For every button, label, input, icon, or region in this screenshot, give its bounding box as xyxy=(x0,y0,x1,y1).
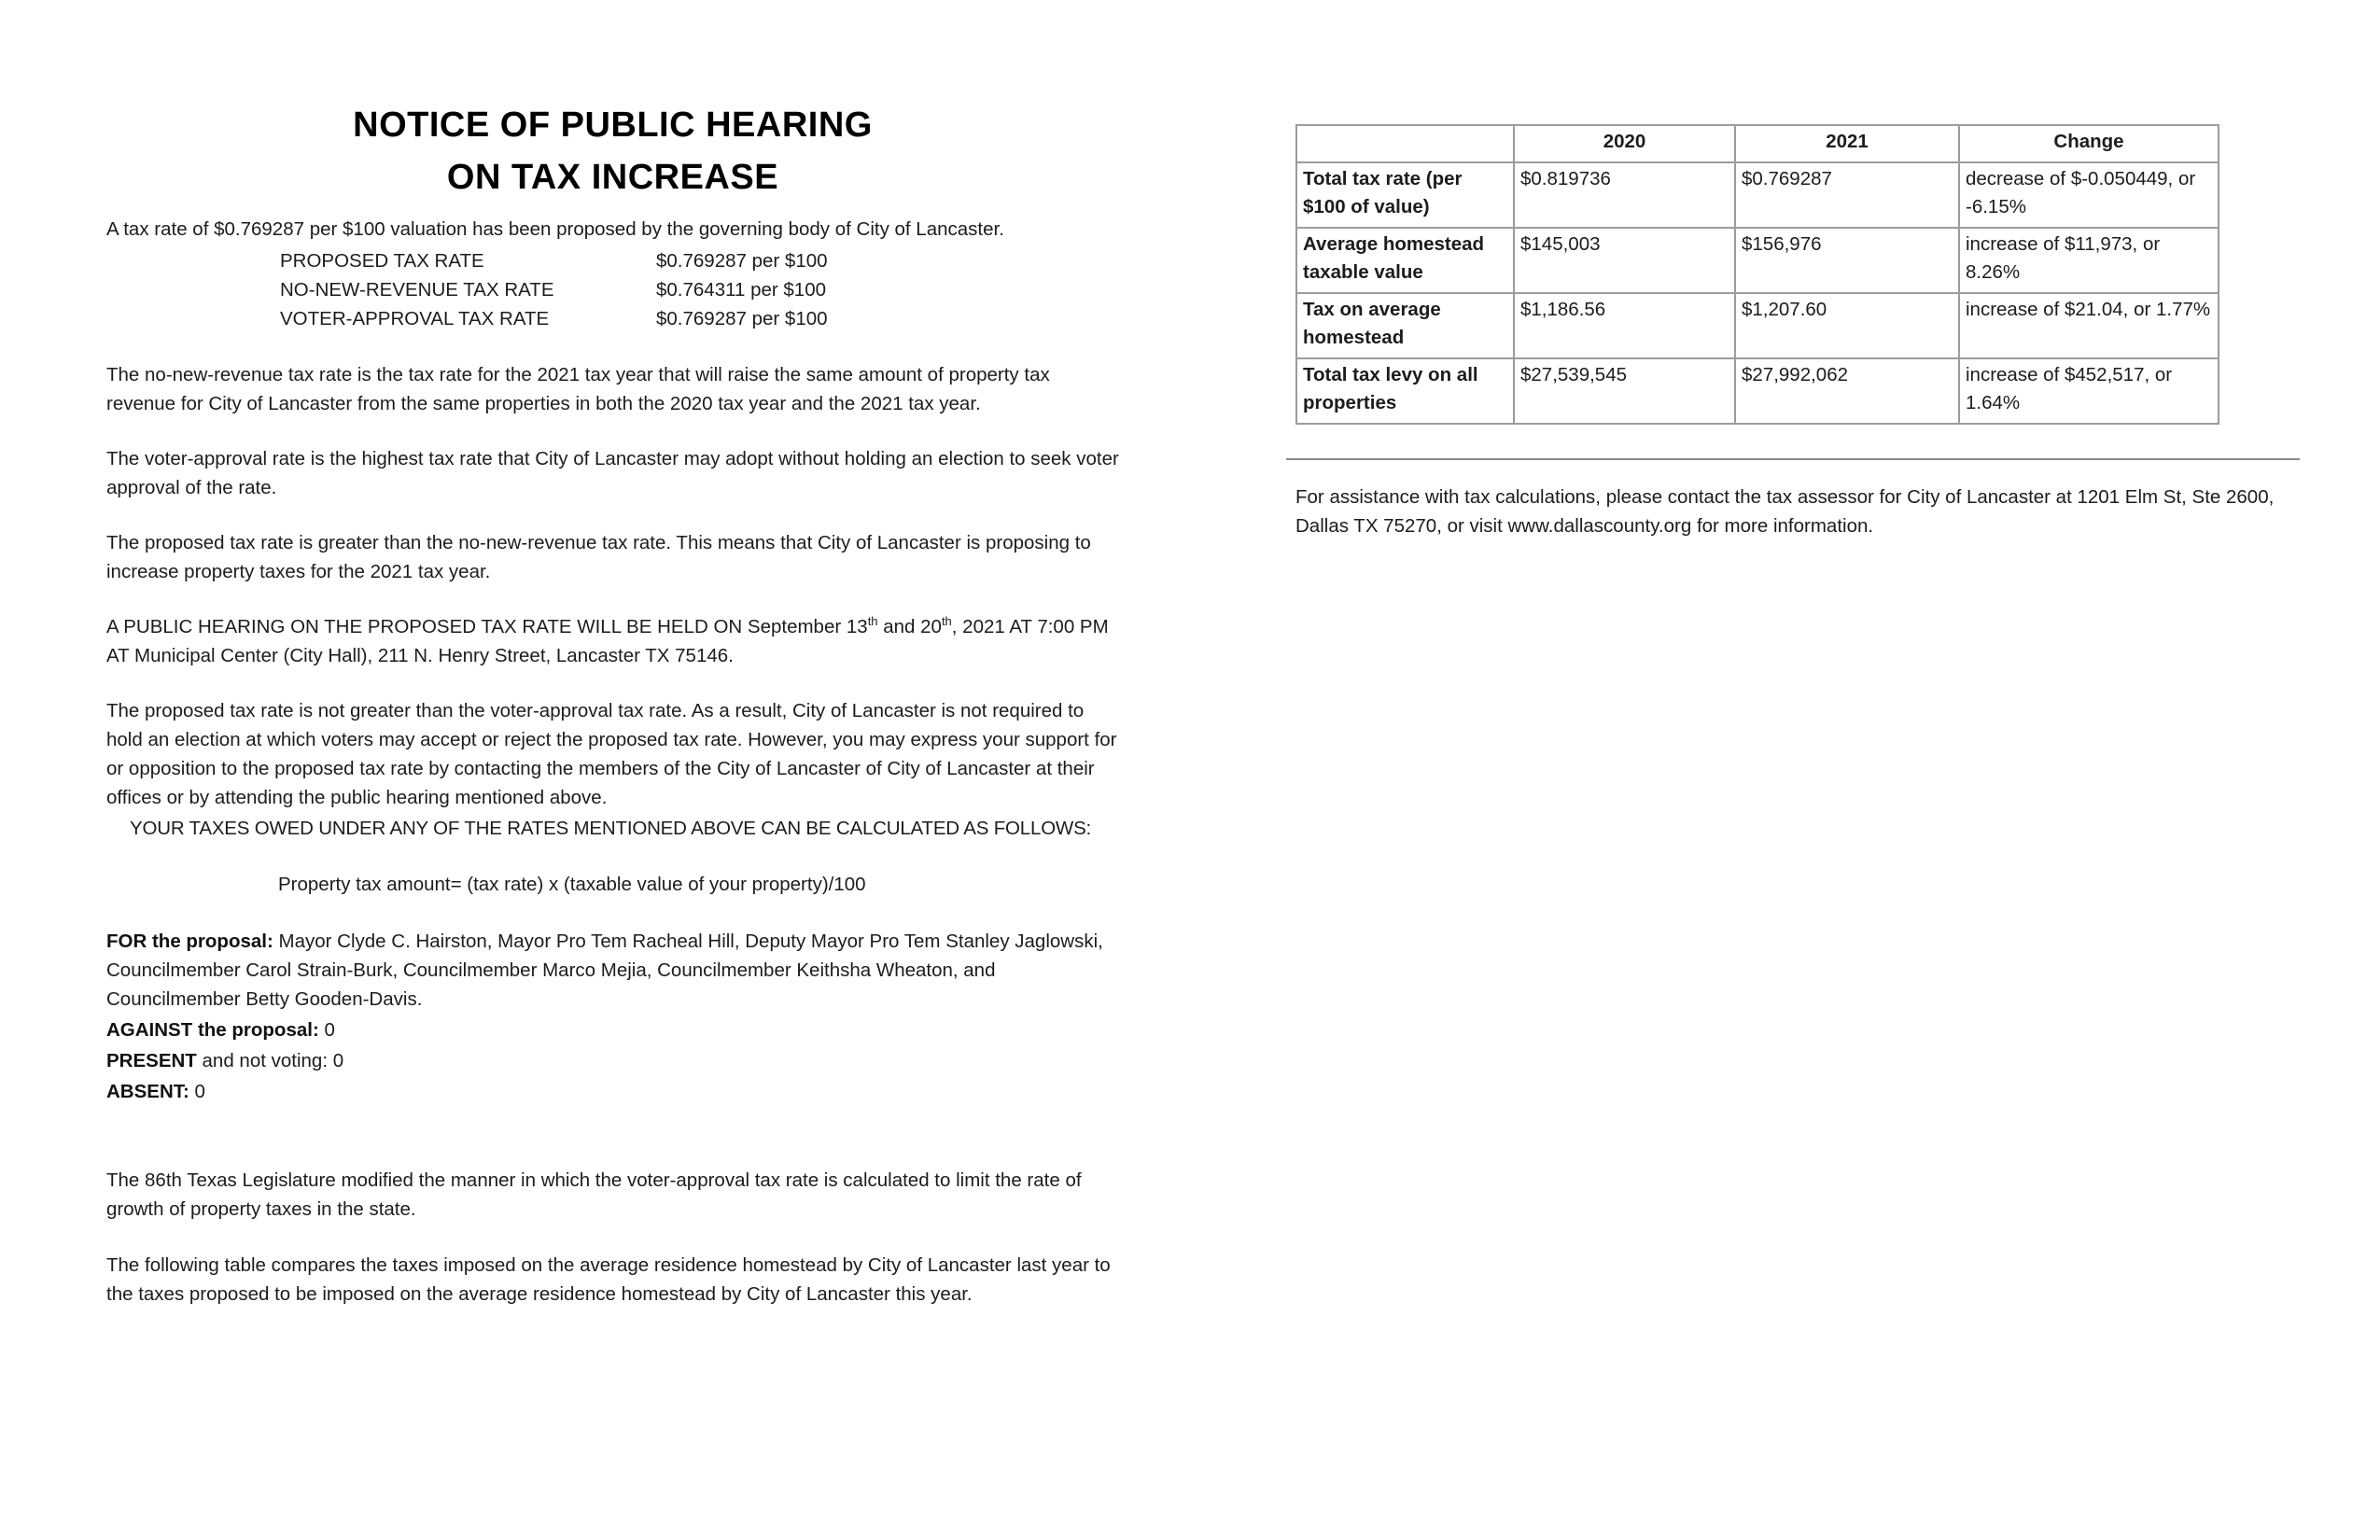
para-proposed-greater: The proposed tax rate is greater than the no-new-revenue tax rate. This means that City of Lancaster is proposing to increase property taxes for the 2021 tax year. xyxy=(106,532,1091,582)
tax-rate-row-proposed xyxy=(106,246,1119,275)
intro-paragraph: A tax rate of $0.769287 per $100 valuation has been proposed by the governing body of City of Lancaster. xyxy=(106,218,1004,240)
hearing-ordinal-1: th xyxy=(867,614,878,629)
votes-against-text: 0 xyxy=(318,1019,335,1041)
votes-absent-label: ABSENT: xyxy=(106,1081,189,1102)
comparison-panel xyxy=(1286,0,2300,540)
tax-comparison-table xyxy=(1295,124,2219,425)
votes-absent-text: 0 xyxy=(189,1081,205,1102)
value-2021-cell: $27,992,062 xyxy=(1735,358,1959,424)
change-cell: increase of $21.04, or 1.77% xyxy=(1959,293,2219,358)
notice-title-line-1: NOTICE OF PUBLIC HEARING xyxy=(353,105,873,145)
value-2021-cell: $0.769287 xyxy=(1735,162,1959,228)
table-header-blank xyxy=(1296,125,1514,162)
horizontal-divider xyxy=(1286,458,2300,460)
table-header-2020: 2020 xyxy=(1514,125,1735,162)
tax-rate-value: $0.764311 per $100 xyxy=(656,279,827,301)
notice-title xyxy=(106,99,1119,203)
votes-against-label: AGAINST the proposal: xyxy=(106,1019,319,1041)
table-header-row xyxy=(1296,125,2219,162)
votes-absent xyxy=(106,1077,1119,1106)
row-label-cell: Tax on average homestead xyxy=(1296,293,1514,358)
tax-rate-value: $0.769287 per $100 xyxy=(656,250,828,272)
para-following-table: The following table compares the taxes imposed on the average residence homestead by City of Lancaster last year to the taxes proposed to be imposed on the average residence homestead by City of Lancaster this year. xyxy=(106,1254,1111,1305)
tax-rate-label: VOTER-APPROVAL TAX RATE xyxy=(280,308,550,329)
votes-for-text: Mayor Clyde C. Hairston, Mayor Pro Tem Racheal Hill, Deputy Mayor Pro Tem Stanley Jaglowski, Councilmember Carol Strain-Burk, Councilmember Marco Mejia, Councilmember Keithsha Wheaton, and Councilmember Betty Gooden-Davis. xyxy=(106,931,1103,1010)
tax-rate-list xyxy=(106,246,1119,333)
votes-against xyxy=(106,1015,1119,1044)
value-2020-cell: $27,539,545 xyxy=(1514,358,1735,424)
tax-rate-label: PROPOSED TAX RATE xyxy=(280,250,484,272)
votes-present-text: and not voting: 0 xyxy=(196,1050,344,1071)
change-cell: decrease of $-0.050449, or -6.15% xyxy=(1959,162,2219,228)
table-row-average-homestead-value xyxy=(1296,228,2219,293)
value-2020-cell: $145,003 xyxy=(1514,228,1735,293)
hearing-ordinal-2: th xyxy=(941,614,952,629)
para-voter-approval: The voter-approval rate is the highest tax rate that City of Lancaster may adopt without holding an election to seek voter approval of the rate. xyxy=(106,448,1119,498)
para-legislature: The 86th Texas Legislature modified the manner in which the voter-approval tax rate is calculated to limit the rate of growth of property taxes in the state. xyxy=(106,1169,1082,1220)
table-header-change: Change xyxy=(1959,125,2219,162)
assistance-note: For assistance with tax calculations, please contact the tax assessor for City of Lancaster at 1201 Elm St, Ste 2600, Dallas TX 75270, or visit www.dallascounty.org for more information. xyxy=(1295,486,2275,537)
row-label-cell: Total tax levy on all properties xyxy=(1296,358,1514,424)
tax-rate-label: NO-NEW-REVENUE TAX RATE xyxy=(280,279,554,301)
table-header-2021: 2021 xyxy=(1735,125,1959,162)
your-taxes-line: YOUR TAXES OWED UNDER ANY OF THE RATES MENTIONED ABOVE CAN BE CALCULATED AS FOLLOWS: xyxy=(130,818,1092,839)
tax-rate-row-no-new-revenue xyxy=(106,275,1119,304)
tax-rate-row-voter-approval xyxy=(106,304,1119,333)
value-2020-cell: $0.819736 xyxy=(1514,162,1735,228)
notice-document xyxy=(106,0,1119,1309)
para-not-greater: The proposed tax rate is not greater than the voter-approval tax rate. As a result, City of Lancaster is not required to hold an election at which voters may accept or reject the proposed tax rate. However, you may express your support for or opposition to the proposed tax rate by contacting the members of the City of Lancaster of City of Lancaster at their offices or by attending the public hearing mentioned above. xyxy=(106,700,1117,808)
table-row-tax-on-average-homestead xyxy=(1296,293,2219,358)
votes-for-label: FOR the proposal: xyxy=(106,931,273,952)
table-row-total-tax-levy xyxy=(1296,358,2219,424)
row-label-cell: Average homestead taxable value xyxy=(1296,228,1514,293)
hearing-text-pre: A PUBLIC HEARING ON THE PROPOSED TAX RATE WILL BE HELD ON September 13 xyxy=(106,616,868,637)
votes-present xyxy=(106,1046,1119,1075)
row-label-cell: Total tax rate (per $100 of value) xyxy=(1296,162,1514,228)
value-2020-cell: $1,186.56 xyxy=(1514,293,1735,358)
para-no-new-revenue: The no-new-revenue tax rate is the tax rate for the 2021 tax year that will raise the same amount of property tax revenue for City of Lancaster from the same properties in both the 2020 tax year and the 2021 tax year. xyxy=(106,364,1050,414)
para-public-hearing xyxy=(106,612,1119,670)
formula-line: Property tax amount= (tax rate) x (taxable value of your property)/100 xyxy=(278,874,866,895)
votes-present-label: PRESENT xyxy=(106,1050,197,1071)
votes-for xyxy=(106,927,1119,1014)
notice-title-line-2: ON TAX INCREASE xyxy=(446,158,779,197)
hearing-text-post: , 2021 AT 7:00 PM AT Municipal Center (City Hall), 211 N. Henry Street, Lancaster TX 75146. xyxy=(106,616,1109,666)
change-cell: increase of $11,973, or 8.26% xyxy=(1959,228,2219,293)
hearing-text-mid: and 20 xyxy=(877,616,942,637)
value-2021-cell: $1,207.60 xyxy=(1735,293,1959,358)
tax-rate-value: $0.769287 per $100 xyxy=(656,308,828,329)
value-2021-cell: $156,976 xyxy=(1735,228,1959,293)
change-cell: increase of $452,517, or 1.64% xyxy=(1959,358,2219,424)
table-row-total-tax-rate xyxy=(1296,162,2219,228)
